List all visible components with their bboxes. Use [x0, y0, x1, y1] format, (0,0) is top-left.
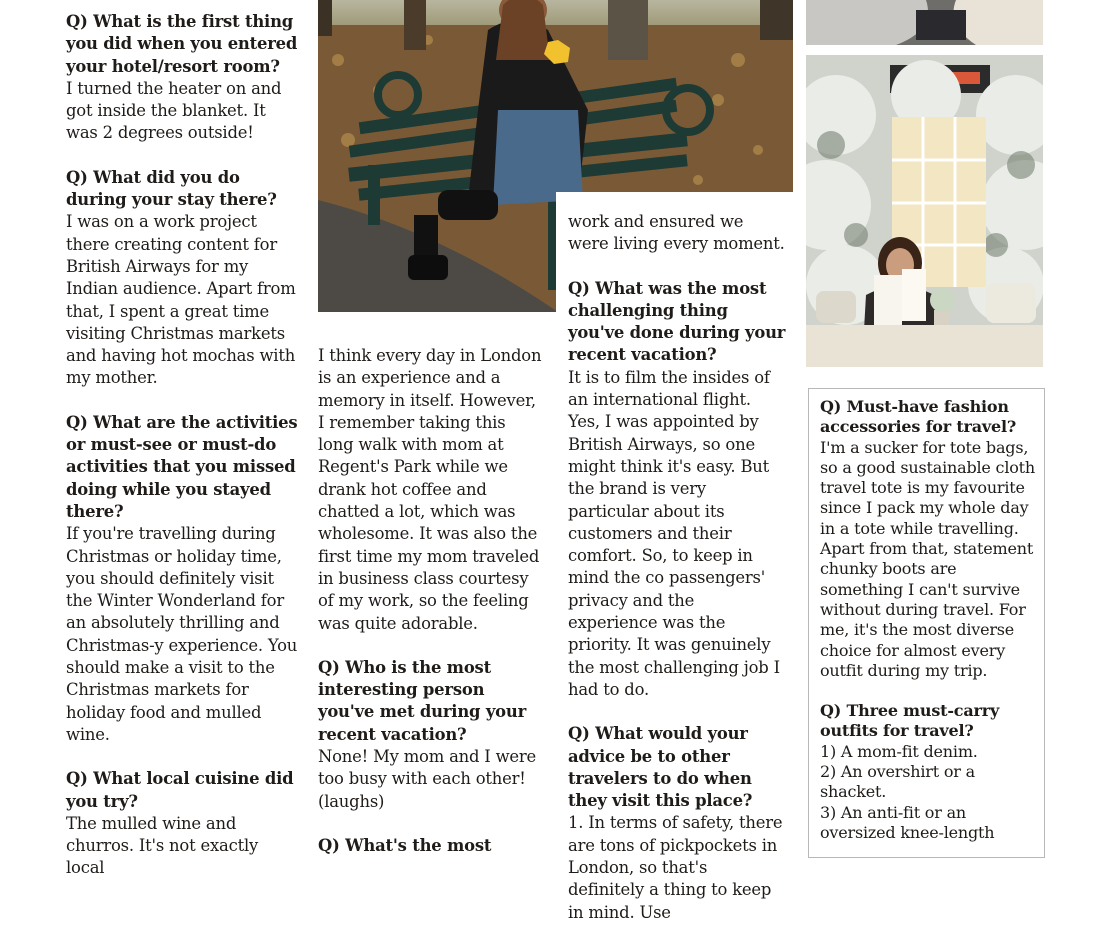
answer: If you're travelling during Christmas or holiday time, you should definitely visit the Winter Wonderland for an absolutely thrilling and Christmas-y experience. You should make a visit to the Christmas markets for holiday food and mulled wine.: [66, 524, 298, 744]
answer: It is to film the insides of an international flight. Yes, I was appointed by British Airways, so one might think it's easy. But the brand is very particular about its customers and their comfort. So, to keep in mind the co passengers' privacy and the experience was the priority. It was genuinely the most challenging job I had to do.: [568, 367, 780, 699]
answer: I'm a sucker for tote bags, so a good sustainable cloth travel tote is my favourite since I pack my whole day in a tote while travelling. Apart from that, statement chunky boots are something I can't survive without during travel. For me, it's the most diverse choice for almost every outfit during my trip.: [820, 437, 1036, 680]
question: Q) What would your advice be to other travelers to do when they visit this place?: [568, 724, 753, 811]
qa-block: [568, 278, 786, 702]
question: Q) Who is the most interesting person you've met during your recent vacation?: [318, 657, 527, 744]
qa-block: [568, 211, 786, 256]
answer: 1. In terms of safety, there are tons of pickpockets in London, so that's definitely a thing to keep in mind. Use: [568, 813, 783, 922]
question: Q) What are the activities or must-see or must-do activities that you missed doing while you stayed there?: [66, 412, 298, 521]
question: Q) What did you do during your stay there?: [66, 167, 277, 210]
qa-block: [820, 701, 1036, 843]
column-3: [568, 211, 786, 946]
sidebar-column: [820, 397, 1036, 863]
question: Q) Three must-carry outfits for travel?: [820, 701, 1000, 741]
question: Q) What local cuisine did you try?: [66, 769, 294, 811]
question: Q) Must-have fashion accessories for travel?: [820, 397, 1017, 437]
list-item: 1) A mom-fit denim.: [820, 741, 978, 761]
qa-block: [318, 657, 544, 813]
column-2: [318, 345, 544, 879]
qa-block: [66, 412, 298, 746]
restaurant-photo: [806, 55, 1043, 367]
outfit-list: [820, 742, 1036, 843]
qa-block: [820, 397, 1036, 681]
question: Q) What's the most: [318, 835, 492, 855]
qa-block: [66, 768, 298, 879]
qa-block: [66, 167, 298, 390]
answer: The mulled wine and churros. It's not exactly local: [66, 813, 259, 878]
qa-block: [318, 835, 544, 857]
answer: I was on a work project there creating content for British Airways for my Indian audience. Apart from that, I spent a great time visiting Christmas markets and having hot mochas with my mother.: [66, 212, 296, 388]
list-item: 2) An overshirt or a shacket.: [820, 762, 975, 802]
restaurant-illustration: [806, 55, 1043, 367]
top-right-photo: [806, 0, 1043, 45]
top-photo-illustration: [806, 0, 1043, 45]
answer: work and ensured we were living every moment.: [568, 212, 785, 254]
question: Q) What is the first thing you did when you entered your hotel/resort room?: [66, 12, 298, 76]
answer: None! My mom and I were too busy with each other! (laughs): [318, 747, 537, 811]
question: Q) What was the most challenging thing you've done during your recent vacation?: [568, 278, 786, 365]
column-1: [66, 11, 298, 902]
list-item: 3) An anti-fit or an oversized knee-length: [820, 802, 995, 842]
qa-block: [568, 723, 786, 924]
answer: I turned the heater on and got inside the blanket. It was 2 degrees outside!: [66, 78, 282, 143]
qa-block: [66, 11, 298, 145]
qa-block: [318, 345, 544, 635]
answer: I think every day in London is an experience and a memory in itself. However, I remember taking this long walk with mom at Regent's Park while we drank hot coffee and chatted a lot, which was wholesome. It was also the first time my mom traveled in business class courtesy of my work, so the feeling was quite adorable.: [318, 346, 542, 633]
